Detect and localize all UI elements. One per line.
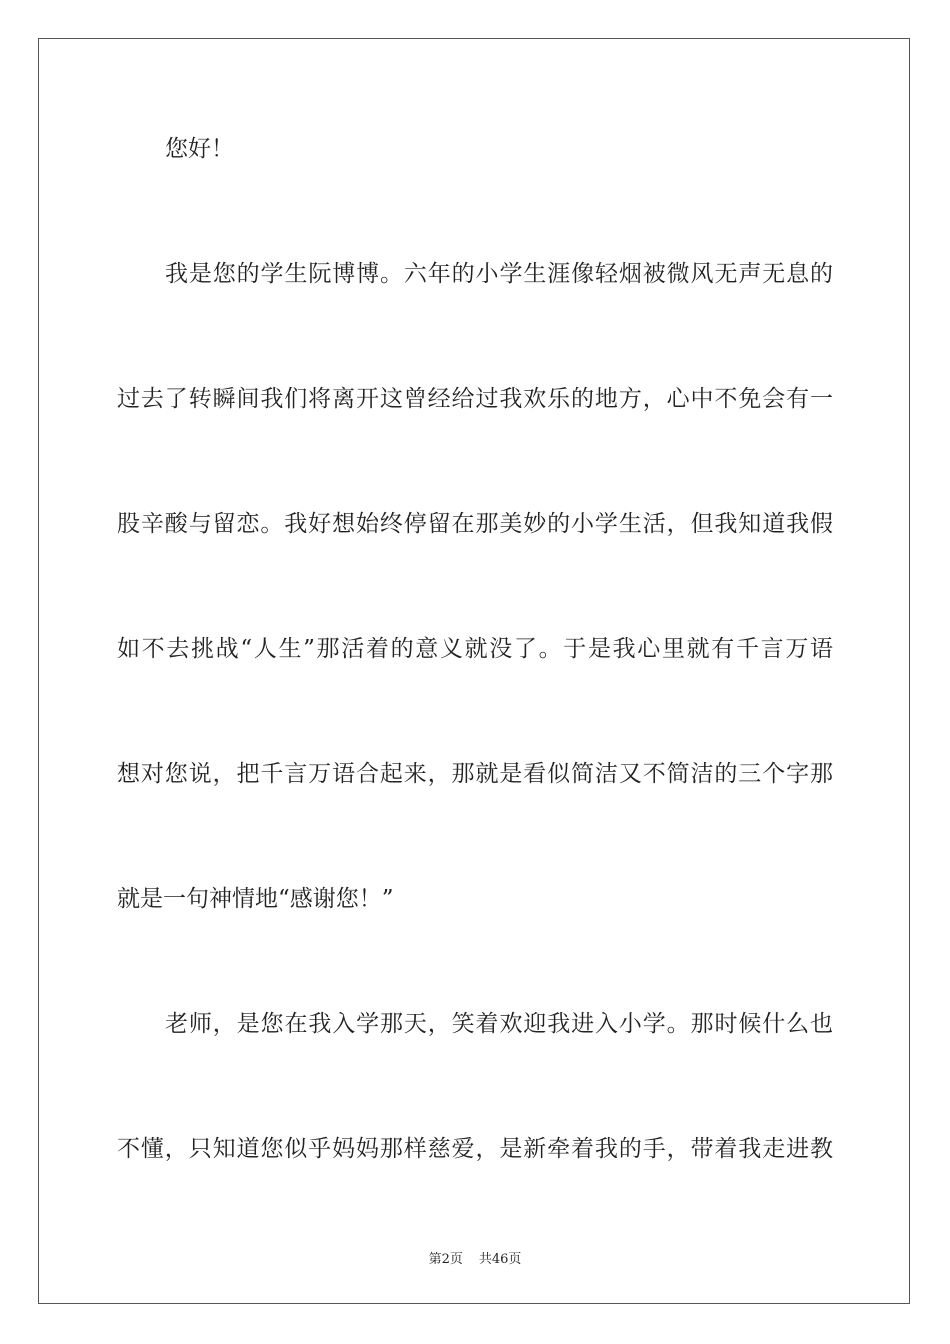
page-footer xyxy=(0,1248,950,1267)
body-line-6: 就是一句神情地“感谢您！” xyxy=(117,886,394,912)
page-total: 共46页 xyxy=(478,1252,522,1267)
page-number: 第2页 xyxy=(428,1252,463,1267)
body-line-3: 股辛酸与留恋。我好想始终停留在那美妙的小学生活，但我知道我假 xyxy=(117,511,833,537)
page-frame xyxy=(38,38,910,1304)
body-line-4: 如不去挑战“人生”那活着的意义就没了。于是我心里就有千言万语 xyxy=(117,636,833,662)
greeting-line: 您好！ xyxy=(165,136,234,162)
body-line-2: 过去了转瞬间我们将离开这曾经给过我欢乐的地方，心中不免会有一 xyxy=(117,386,833,412)
body-line-8: 不懂，只知道您似乎妈妈那样慈爱，是新牵着我的手，带着我走进教 xyxy=(117,1136,833,1162)
body-line-1: 我是您的学生阮博博。六年的小学生涯像轻烟被微风无声无息的 xyxy=(165,261,833,287)
body-line-7: 老师，是您在我入学那天，笑着欢迎我进入小学。那时候什么也 xyxy=(165,1011,833,1037)
body-line-5: 想对您说，把千言万语合起来，那就是看似简洁又不简洁的三个字那 xyxy=(117,761,833,787)
